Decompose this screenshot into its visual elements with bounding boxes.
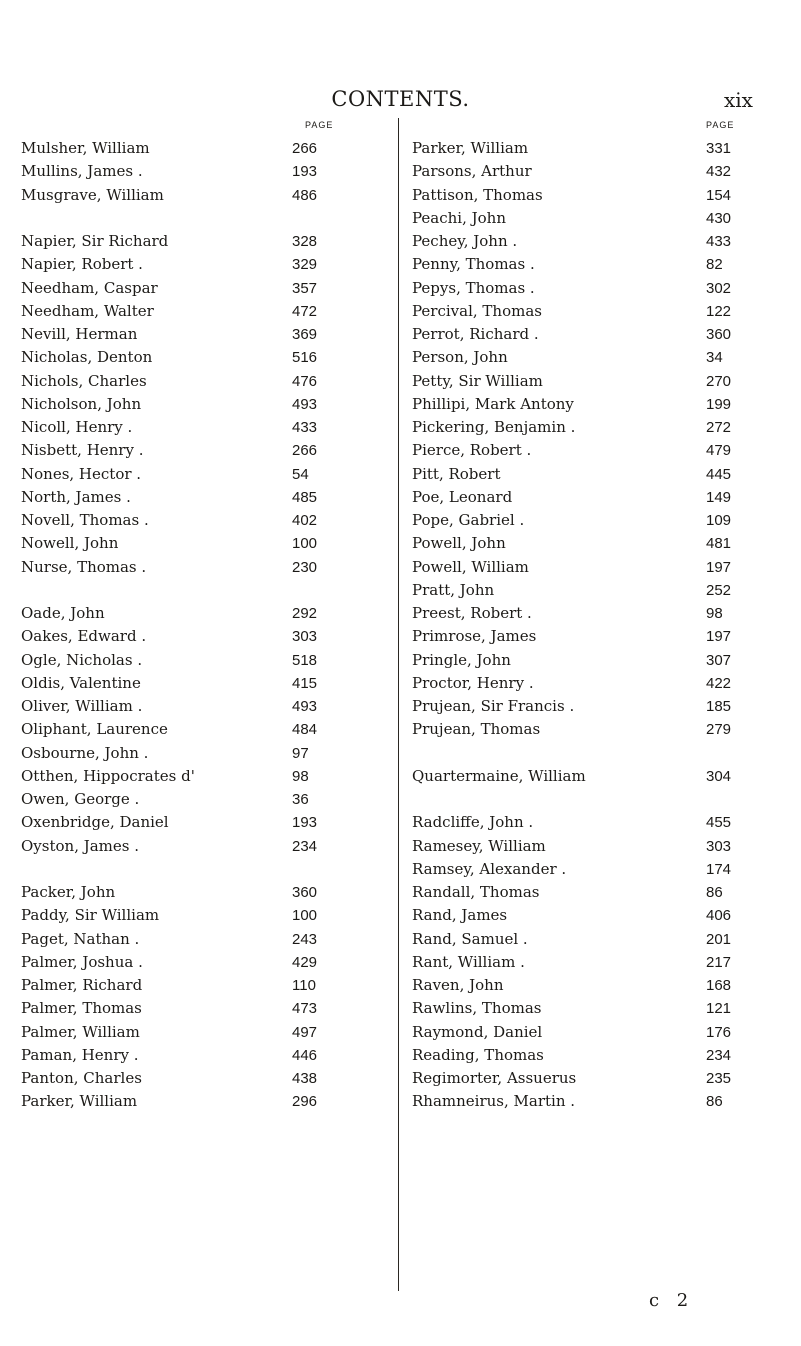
- index-entry: [21, 951, 391, 974]
- index-entry: [21, 532, 391, 555]
- entry-name: Oliver, William .: [21, 697, 143, 715]
- entry-name: Nicoll, Henry .: [21, 418, 133, 436]
- index-entry: [21, 742, 391, 765]
- index-entry: [412, 160, 787, 183]
- entry-name: Penny, Thomas .: [412, 255, 535, 274]
- index-entry: [21, 556, 391, 579]
- entry-name: Palmer, Joshua .: [21, 952, 143, 971]
- entry-page-number: 168: [706, 977, 732, 994]
- index-entry: [21, 765, 391, 788]
- entry-name: Novell, Thomas .: [21, 511, 149, 529]
- entry-name: Osbourne, John .: [21, 743, 149, 762]
- entry-page-number: 296: [292, 1093, 318, 1111]
- entry-page-number: 455: [706, 814, 732, 832]
- entry-page-number: 476: [292, 372, 318, 390]
- entry-page-number: 432: [706, 163, 732, 181]
- entry-name: North, James .: [21, 487, 131, 506]
- entry-name: Ogle, Nicholas .: [21, 650, 143, 669]
- entry-page-number: 369: [292, 326, 318, 343]
- entry-name: Palmer, Richard: [21, 976, 143, 994]
- entry-page-number: 197: [706, 558, 732, 576]
- entry-page-number: 360: [292, 884, 318, 901]
- entry-page-number: 185: [706, 698, 732, 715]
- entry-name: Reading, Thomas: [412, 1045, 544, 1064]
- entry-page-number: 486: [292, 186, 318, 204]
- entry-name: Powell, John: [412, 534, 506, 553]
- entry-page-number: 97: [292, 744, 309, 762]
- entry-page-number: 174: [706, 860, 732, 878]
- entry-name: Phillipi, Mark Antony: [412, 394, 574, 413]
- entry-page-number: 481: [706, 535, 732, 553]
- left-column-page-heading: PAGE: [305, 120, 334, 130]
- right-column-page-heading: PAGE: [706, 120, 735, 130]
- index-entry: [21, 997, 391, 1020]
- entry-page-number: 415: [292, 674, 318, 692]
- index-entry: [412, 416, 787, 439]
- index-entry: [412, 695, 787, 718]
- entry-page-number: 154: [706, 186, 732, 204]
- index-entry: [412, 1090, 787, 1113]
- entry-page-number: 357: [292, 279, 318, 297]
- index-entry: [412, 486, 787, 509]
- index-entry: [21, 602, 391, 625]
- entry-name: Rand, James: [412, 906, 508, 925]
- entry-name: Radcliffe, John .: [412, 813, 534, 832]
- running-title: CONTENTS.: [331, 87, 470, 111]
- entry-page-number: 235: [706, 1070, 732, 1087]
- entry-name: Paget, Nathan .: [21, 929, 140, 948]
- entry-name: Oxenbridge, Daniel: [21, 813, 169, 832]
- entry-name: Pattison, Thomas: [412, 185, 543, 204]
- index-spacer: [412, 742, 787, 765]
- index-entry: [412, 974, 787, 997]
- entry-name: Oade, John: [21, 604, 105, 622]
- entry-page-number: 438: [292, 1070, 318, 1087]
- index-entry: [412, 439, 787, 462]
- entry-page-number: 292: [292, 605, 318, 622]
- index-entry: [21, 718, 391, 741]
- entry-name: Percival, Thomas: [412, 301, 542, 320]
- index-entry: [21, 137, 391, 160]
- index-entry: [21, 835, 391, 858]
- entry-name: Pope, Gabriel .: [412, 511, 525, 529]
- index-entry: [21, 346, 391, 369]
- index-entry: [412, 672, 787, 695]
- entry-name: Peachi, John: [412, 208, 506, 227]
- index-entry: [21, 416, 391, 439]
- entry-name: Person, John: [412, 348, 508, 367]
- entry-page-number: 445: [706, 465, 732, 483]
- signature-mark: c 2: [649, 1290, 695, 1311]
- entry-page-number: 86: [706, 884, 723, 901]
- entry-name: Panton, Charles: [21, 1069, 142, 1087]
- entry-name: Petty, Sir William: [412, 371, 543, 390]
- index-spacer: [21, 858, 391, 881]
- entry-name: Raven, John: [412, 976, 504, 994]
- index-entry: [21, 370, 391, 393]
- entry-name: Powell, William: [412, 557, 529, 576]
- entry-name: Quartermaine, William: [412, 766, 586, 785]
- entry-name: Oyston, James .: [21, 836, 140, 855]
- index-entry: [21, 1067, 391, 1090]
- entry-name: Nichols, Charles: [21, 371, 147, 390]
- entry-page-number: 201: [706, 930, 732, 948]
- entry-page-number: 199: [706, 395, 732, 413]
- entry-page-number: 176: [706, 1023, 732, 1041]
- entry-name: Perrot, Richard .: [412, 325, 539, 343]
- entry-name: Rawlins, Thomas: [412, 999, 542, 1018]
- index-entry: [412, 718, 787, 741]
- index-entry: [412, 300, 787, 323]
- entry-page-number: 82: [706, 256, 723, 274]
- entry-page-number: 86: [706, 1093, 723, 1111]
- entry-name: Rant, William .: [412, 952, 525, 971]
- index-entry: [412, 184, 787, 207]
- index-entry: [412, 393, 787, 416]
- entry-name: Parsons, Arthur: [412, 162, 532, 181]
- entry-page-number: 230: [292, 558, 318, 576]
- entry-page-number: 149: [706, 488, 732, 506]
- entry-name: Packer, John: [21, 883, 116, 901]
- entry-name: Pratt, John: [412, 580, 495, 599]
- entry-name: Oliphant, Laurence: [21, 720, 168, 739]
- index-entry: [21, 649, 391, 672]
- index-entry: [21, 486, 391, 509]
- index-entry: [21, 463, 391, 486]
- entry-page-number: 328: [292, 233, 318, 250]
- entry-page-number: 516: [292, 349, 318, 367]
- entry-page-number: 266: [292, 140, 318, 157]
- entry-name: Rand, Samuel .: [412, 929, 528, 948]
- entry-name: Rhamneirus, Martin .: [412, 1092, 576, 1111]
- entry-page-number: 518: [292, 651, 318, 669]
- page-number: xix: [724, 88, 753, 112]
- entry-name: Nowell, John: [21, 534, 119, 553]
- index-entry: [412, 532, 787, 555]
- entry-page-number: 234: [292, 837, 318, 855]
- entry-page-number: 110: [292, 977, 316, 994]
- index-entry: [412, 277, 787, 300]
- entry-page-number: 430: [706, 209, 732, 227]
- entry-name: Pitt, Robert: [412, 464, 501, 483]
- entry-page-number: 279: [706, 721, 732, 739]
- entry-page-number: 193: [292, 163, 318, 181]
- index-entry: [412, 137, 787, 160]
- index-entry: [21, 881, 391, 904]
- index-entry: [412, 858, 787, 881]
- entry-name: Musgrave, William: [21, 185, 164, 204]
- entry-page-number: 406: [706, 907, 732, 925]
- entry-name: Pepys, Thomas .: [412, 278, 535, 297]
- entry-name: Nisbett, Henry .: [21, 441, 144, 460]
- entry-page-number: 122: [706, 302, 732, 320]
- entry-name: Paman, Henry .: [21, 1045, 139, 1064]
- entry-page-number: 303: [706, 837, 732, 855]
- index-entry: [21, 253, 391, 276]
- entry-name: Needham, Caspar: [21, 278, 158, 297]
- index-entry: [21, 625, 391, 648]
- entry-page-number: 100: [292, 535, 318, 553]
- index-entry: [21, 439, 391, 462]
- index-entry: [412, 346, 787, 369]
- entry-page-number: 302: [706, 279, 732, 297]
- index-entry: [412, 997, 787, 1020]
- entry-page-number: 98: [706, 605, 723, 622]
- index-entry: [412, 811, 787, 834]
- index-spacer: [21, 207, 391, 230]
- entry-name: Proctor, Henry .: [412, 673, 534, 692]
- entry-name: Oakes, Edward .: [21, 627, 147, 646]
- entry-page-number: 193: [292, 814, 318, 832]
- index-entry: [412, 463, 787, 486]
- entry-name: Ramsey, Alexander .: [412, 859, 567, 878]
- entry-page-number: 304: [706, 767, 732, 785]
- index-entry: [21, 323, 391, 346]
- index-entry: [412, 370, 787, 393]
- entry-name: Needham, Walter: [21, 301, 154, 320]
- entry-page-number: 272: [706, 419, 732, 436]
- index-entry: [412, 649, 787, 672]
- index-entry: [21, 811, 391, 834]
- entry-name: Preest, Robert .: [412, 604, 532, 622]
- entry-name: Mulsher, William: [21, 139, 150, 157]
- entry-name: Nicholas, Denton: [21, 348, 153, 367]
- index-entry: [412, 1044, 787, 1067]
- index-entry: [412, 579, 787, 602]
- index-entry: [412, 509, 787, 532]
- index-entry: [21, 393, 391, 416]
- entry-page-number: 109: [706, 512, 732, 529]
- index-entry: [21, 974, 391, 997]
- entry-name: Napier, Sir Richard: [21, 232, 169, 250]
- index-entry: [412, 1067, 787, 1090]
- index-entry: [21, 184, 391, 207]
- entry-name: Palmer, Thomas: [21, 999, 142, 1018]
- entry-name: Parker, William: [21, 1092, 138, 1111]
- index-entry: [412, 323, 787, 346]
- entry-page-number: 36: [292, 791, 309, 808]
- entry-name: Pechey, John .: [412, 232, 518, 250]
- entry-page-number: 329: [292, 256, 318, 274]
- entry-page-number: 303: [292, 628, 318, 646]
- entry-name: Parker, William: [412, 139, 529, 157]
- entry-page-number: 479: [706, 442, 732, 460]
- entry-page-number: 360: [706, 326, 732, 343]
- index-entry: [21, 1021, 391, 1044]
- entry-name: Paddy, Sir William: [21, 906, 160, 925]
- index-entry: [21, 788, 391, 811]
- entry-name: Pickering, Benjamin .: [412, 418, 576, 436]
- entry-name: Primrose, James: [412, 627, 537, 646]
- index-entry: [412, 556, 787, 579]
- entry-page-number: 234: [706, 1046, 732, 1064]
- index-entry: [412, 230, 787, 253]
- entry-name: Palmer, William: [21, 1022, 140, 1041]
- index-entry: [412, 904, 787, 927]
- entry-page-number: 497: [292, 1023, 318, 1041]
- entry-name: Ramesey, William: [412, 836, 546, 855]
- entry-page-number: 433: [292, 419, 318, 436]
- entry-page-number: 270: [706, 372, 732, 390]
- entry-page-number: 243: [292, 930, 318, 948]
- entry-name: Oldis, Valentine: [21, 673, 141, 692]
- index-spacer: [412, 788, 787, 811]
- entry-name: Napier, Robert .: [21, 255, 143, 274]
- entry-page-number: 217: [706, 953, 732, 971]
- entry-page-number: 98: [292, 767, 309, 785]
- entry-name: Nurse, Thomas .: [21, 557, 147, 576]
- left-index-column: [21, 137, 391, 1114]
- entry-name: Nicholson, John: [21, 394, 142, 413]
- index-entry: [412, 928, 787, 951]
- entry-page-number: 493: [292, 698, 318, 715]
- entry-name: Nones, Hector .: [21, 464, 142, 483]
- index-entry: [21, 1090, 391, 1113]
- index-entry: [21, 695, 391, 718]
- entry-name: Pierce, Robert .: [412, 441, 532, 460]
- entry-name: Otthen, Hippocrates d': [21, 766, 195, 785]
- entry-page-number: 493: [292, 395, 318, 413]
- index-entry: [21, 509, 391, 532]
- entry-name: Prujean, Thomas: [412, 720, 541, 739]
- entry-page-number: 433: [706, 233, 732, 250]
- index-entry: [412, 602, 787, 625]
- entry-page-number: 473: [292, 1000, 318, 1018]
- entry-name: Mullins, James .: [21, 162, 143, 181]
- index-entry: [412, 253, 787, 276]
- index-entry: [21, 277, 391, 300]
- entry-page-number: 197: [706, 628, 732, 646]
- index-entry: [21, 230, 391, 253]
- index-entry: [412, 1021, 787, 1044]
- entry-page-number: 402: [292, 512, 318, 529]
- index-entry: [412, 835, 787, 858]
- index-entry: [21, 672, 391, 695]
- column-divider: [398, 118, 399, 1291]
- entry-page-number: 484: [292, 721, 318, 739]
- entry-page-number: 100: [292, 907, 318, 925]
- entry-page-number: 307: [706, 651, 732, 669]
- entry-page-number: 54: [292, 465, 309, 483]
- entry-page-number: 485: [292, 488, 318, 506]
- entry-page-number: 252: [706, 581, 732, 599]
- index-entry: [21, 300, 391, 323]
- index-entry: [21, 1044, 391, 1067]
- entry-name: Randall, Thomas: [412, 883, 540, 901]
- index-entry: [412, 951, 787, 974]
- entry-name: Poe, Leonard: [412, 487, 513, 506]
- entry-page-number: 472: [292, 302, 318, 320]
- entry-page-number: 121: [706, 1000, 732, 1018]
- right-index-column: [412, 137, 787, 1114]
- entry-name: Raymond, Daniel: [412, 1022, 543, 1041]
- index-entry: [412, 881, 787, 904]
- entry-page-number: 266: [292, 442, 318, 460]
- index-entry: [21, 160, 391, 183]
- entry-name: Prujean, Sir Francis .: [412, 697, 575, 715]
- index-entry: [21, 928, 391, 951]
- entry-page-number: 422: [706, 674, 732, 692]
- index-entry: [412, 207, 787, 230]
- entry-page-number: 429: [292, 953, 318, 971]
- entry-page-number: 331: [706, 140, 732, 157]
- entry-name: Nevill, Herman: [21, 325, 138, 343]
- entry-name: Regimorter, Assuerus: [412, 1069, 577, 1087]
- index-spacer: [21, 579, 391, 602]
- index-entry: [412, 765, 787, 788]
- entry-page-number: 34: [706, 349, 723, 367]
- entry-page-number: 446: [292, 1046, 318, 1064]
- index-entry: [412, 625, 787, 648]
- index-entry: [21, 904, 391, 927]
- entry-name: Owen, George .: [21, 790, 140, 808]
- entry-name: Pringle, John: [412, 650, 511, 669]
